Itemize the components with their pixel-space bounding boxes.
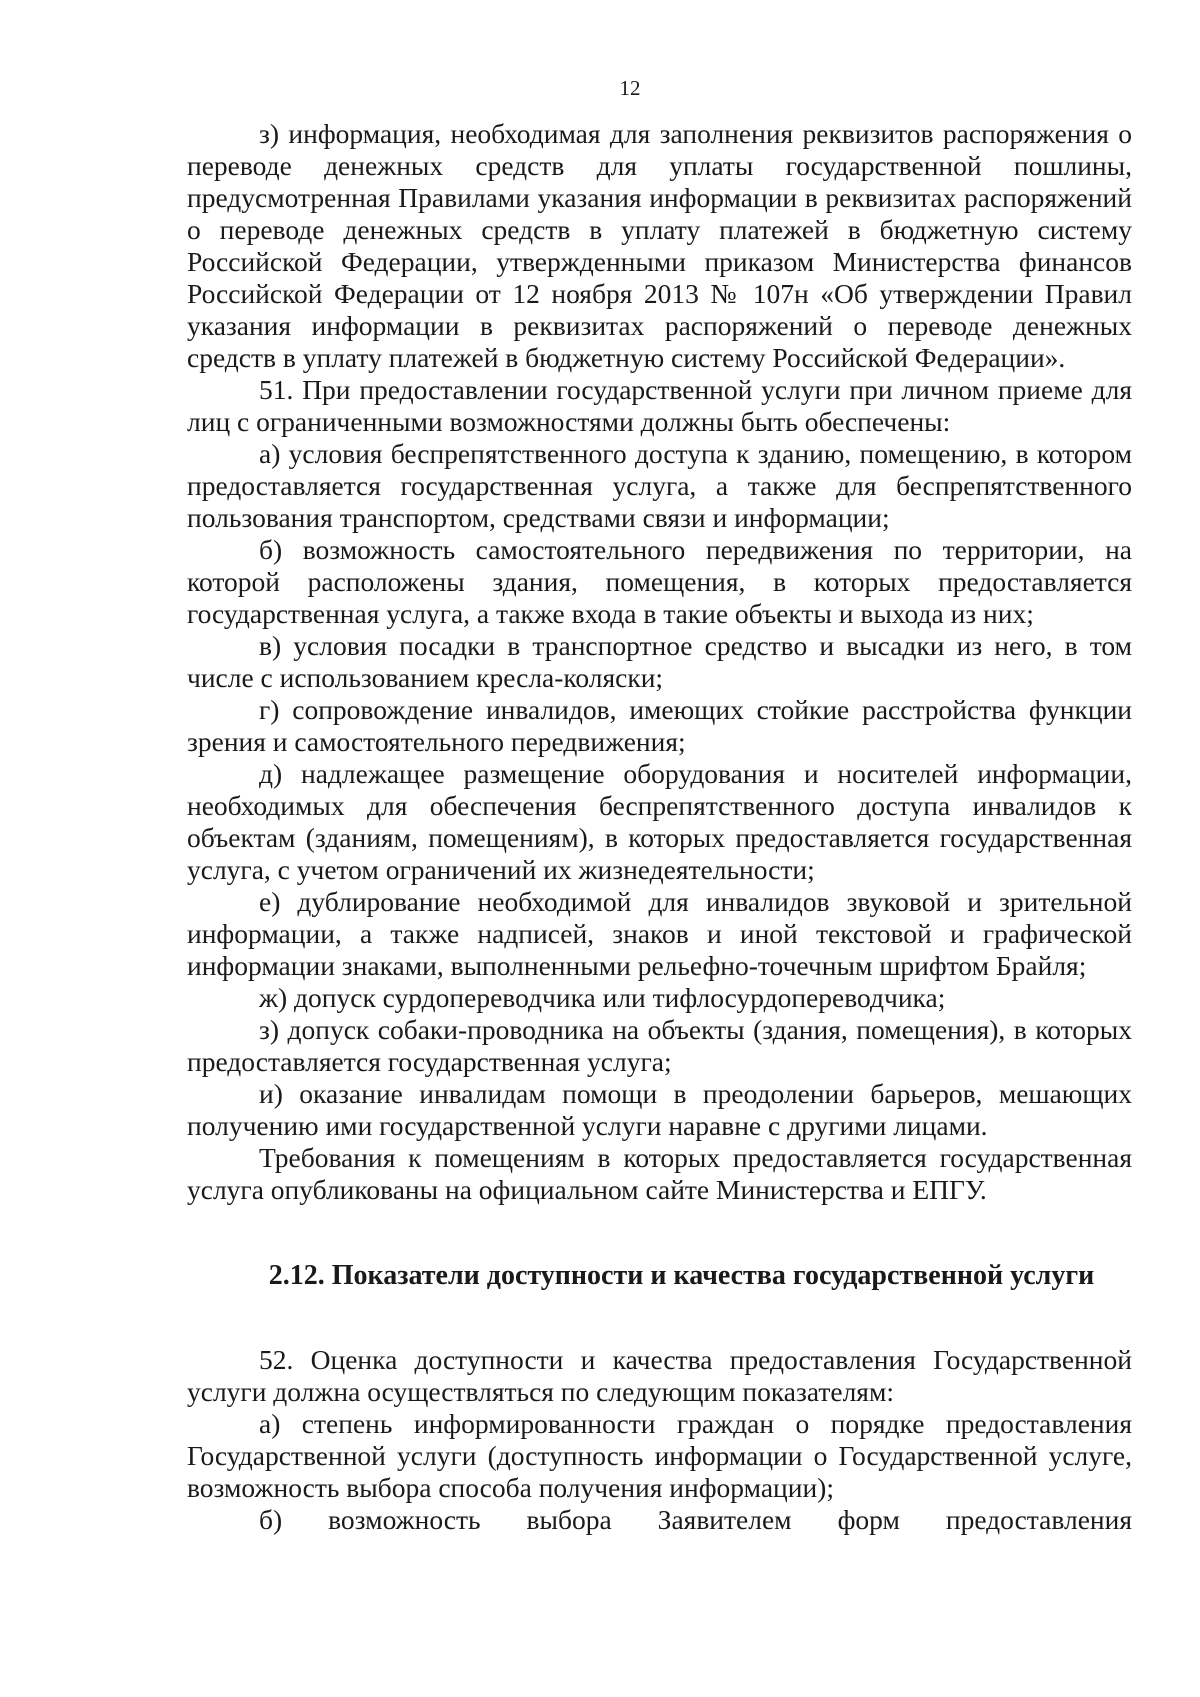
page-number: 12 <box>619 76 641 100</box>
paragraph-premises-requirements: Требования к помещениям в которых предоставляется государственная услуга опубликованы на официальном сайте Министерства и ЕПГУ. <box>187 1142 1132 1205</box>
paragraph-51-v: в) условия посадки в транспортное средство и высадки из него, в том числе с использованием кресла-коляски; <box>187 630 1132 693</box>
paragraph-51-a: а) условия беспрепятственного доступа к зданию, помещению, в котором предоставляется государственная услуга, а также для беспрепятственного пользования транспортом, средствами связи и информации; <box>187 438 1132 533</box>
paragraph-51-zh: ж) допуск сурдопереводчика или тифлосурдопереводчика; <box>259 982 946 1013</box>
paragraph-51-z: з) допуск собаки-проводника на объекты (здания, помещения), в которых предоставляется государственная услуга; <box>187 1014 1132 1077</box>
paragraph-51-b: б) возможность самостоятельного передвижения по территории, на которой расположены здания, помещения, в которых предоставляется государственная услуга, а также входа в такие объекты и выхода из них; <box>187 534 1132 629</box>
paragraph-51-e: е) дублирование необходимой для инвалидов звуковой и зрительной информации, а также надписей, знаков и иной текстовой и графической информации знаками, выполненными рельефно-точечным шрифтом Брайля; <box>187 886 1132 981</box>
paragraph-51: 51. При предоставлении государственной услуги при личном приеме для лиц с ограниченными возможностями должны быть обеспечены: <box>187 374 1132 437</box>
paragraph-z-info: з) информация, необходимая для заполнения реквизитов распоряжения о переводе денежных средств для уплаты государственной пошлины, предусмотренная Правилами указания информации в реквизитах распоряжений о переводе денежных средств в уплату платежей в бюджетную систему Российской Федерации, утвержденными приказом Министерства финансов Российской Федерации от 12 ноября 2013 № 107н «Об утверждении Правил указания информации в реквизитах распоряжений о переводе денежных средств в уплату платежей в бюджетную систему Российской Федерации». <box>187 118 1132 373</box>
paragraph-52: 52. Оценка доступности и качества предоставления Государственной услуги должна осуществляться по следующим показателям: <box>187 1344 1132 1407</box>
paragraph-52-b-partial: б) возможность выбора Заявителем форм предоставления <box>259 1504 1132 1535</box>
paragraph-52-a: а) степень информированности граждан о порядке предоставления Государственной услуги (доступность информации о Государственной услуге, возможность выбора способа получения информации); <box>187 1408 1132 1503</box>
section-heading: 2.12. Показатели доступности и качества государственной услуги <box>268 1260 1095 1291</box>
paragraph-51-d: д) надлежащее размещение оборудования и носителей информации, необходимых для обеспечения беспрепятственного доступа инвалидов к объектам (зданиям, помещениям), в которых предоставляется государственная услуга, с учетом ограничений их жизнедеятельности; <box>187 758 1132 885</box>
paragraph-51-g: г) сопровождение инвалидов, имеющих стойкие расстройства функции зрения и самостоятельного передвижения; <box>187 694 1132 757</box>
document-body <box>187 118 1132 1536</box>
paragraph-51-i: и) оказание инвалидам помощи в преодолении барьеров, мешающих получению ими государственной услуги наравне с другими лицами. <box>187 1078 1132 1141</box>
